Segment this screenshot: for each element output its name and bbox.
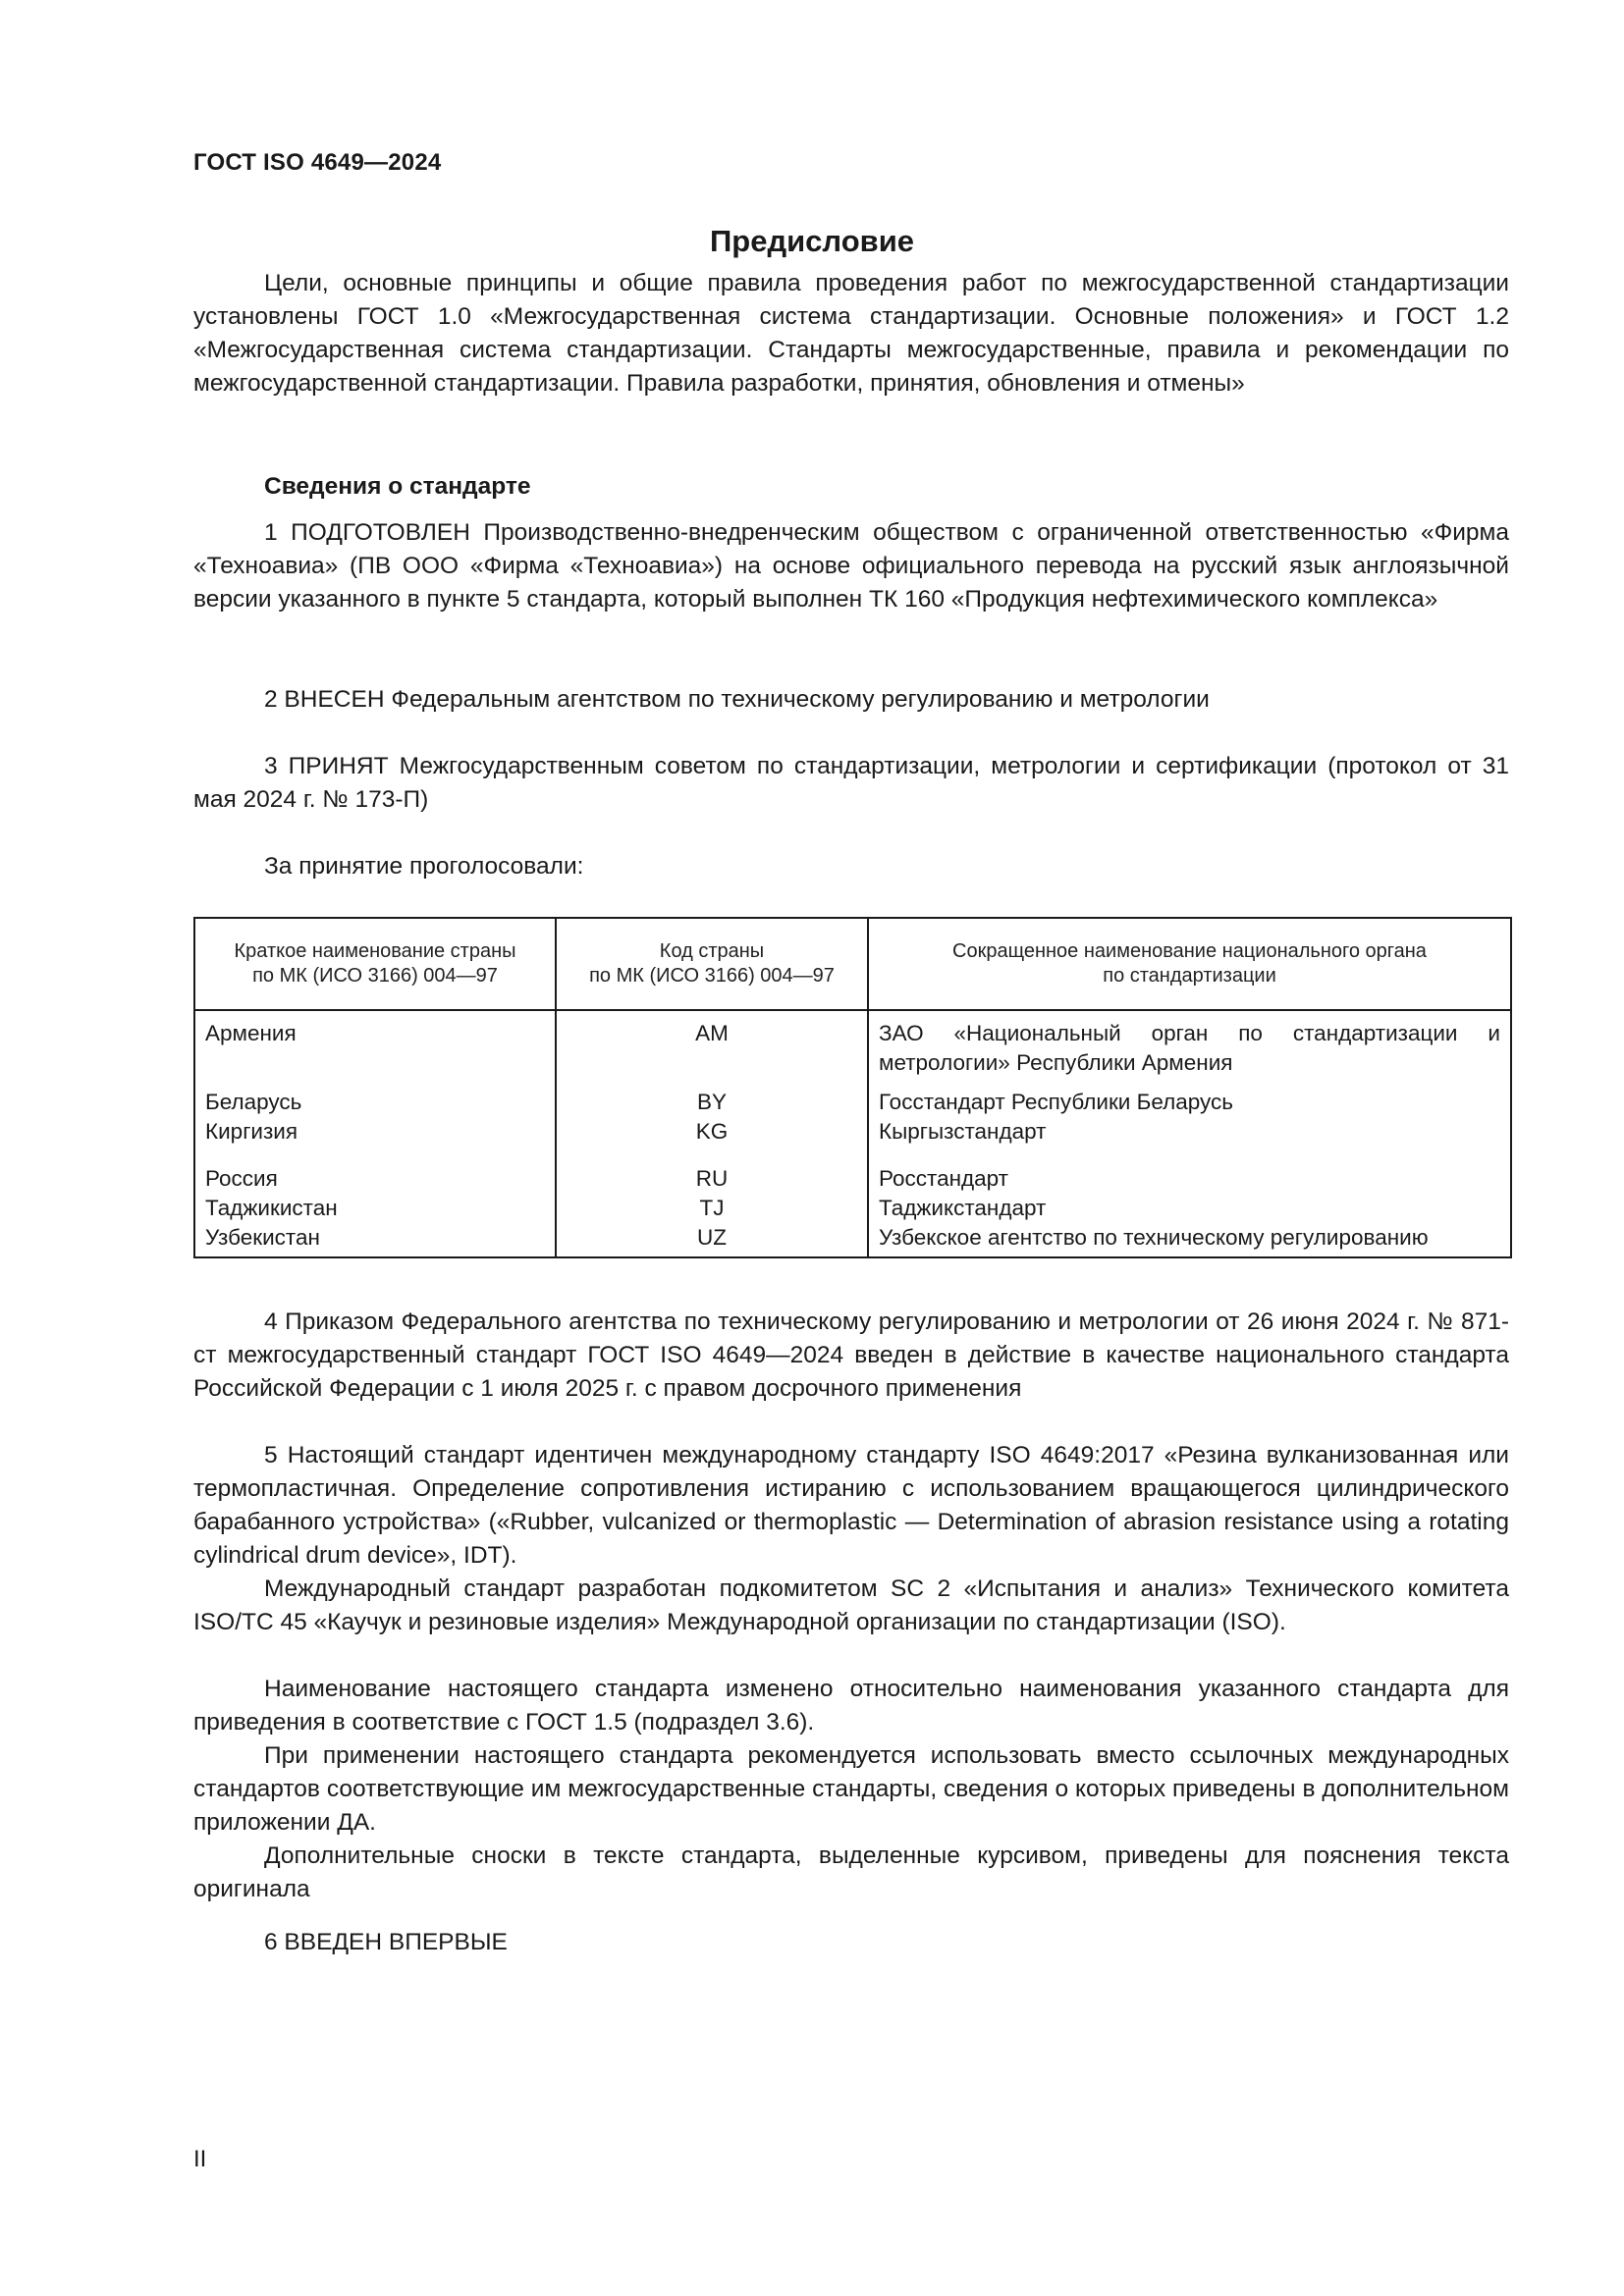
org-cell: Кыргызстандарт [868,1117,1511,1164]
table-row [194,1194,1511,1223]
table-row [194,1223,1511,1257]
code-cell: TJ [556,1194,868,1223]
org-cell: Таджикстандарт [868,1194,1511,1223]
org-cell: Госстандарт Республики Беларусь [868,1088,1511,1117]
code-cell: AM [556,1010,868,1088]
code-cell: KG [556,1117,868,1164]
country-cell: Узбекистан [194,1223,556,1257]
header-code [556,918,868,1010]
item-1-prepared: 1 ПОДГОТОВЛЕН Производственно-внедренческим обществом с ограниченной ответственностью «Фирма «Техноавиа» (ПВ ООО «Фирма «Техноавиа») на основе официального перевода на русский язык англоязычной версии указанного в пункте 5 стандарта, который выполнен ТК 160 «Продукция нефтехимического комплекса» [193,519,1509,613]
country-cell: Армения [194,1010,556,1088]
header-country-line2: по МК (ИСО 3166) 004—97 [252,965,498,987]
table-row [194,1164,1511,1194]
country-cell: Россия [194,1164,556,1194]
item-2-introduced: 2 ВНЕСЕН Федеральным агентством по техническому регулированию и метрологии [264,686,1210,713]
code-cell: UZ [556,1223,868,1257]
document-code: ГОСТ ISO 4649—2024 [193,149,442,176]
intro-paragraph: Цели, основные принципы и общие правила проведения работ по межгосударственной стандартизации установлены ГОСТ 1.0 «Межгосударственная система стандартизации. Основные положения» и ГОСТ 1.2 «Межгосударственная система стандартизации. Стандарты межгосударственные, правила и рекомендации по межгосударственной стандартизации. Правила разработки, принятия, обновления и отмены» [193,270,1509,397]
header-code-line2: по МК (ИСО 3166) 004—97 [589,965,835,987]
page-number: II [193,2146,207,2172]
header-country-line1: Краткое наименование страны [234,940,516,962]
org-cell: ЗАО «Национальный орган по стандартизации и метрологии» Республики Армения [868,1010,1511,1088]
item-6-first-introduced: 6 ВВЕДЕН ВПЕРВЫЕ [264,1929,508,1955]
header-org-line1: Сокращенное наименование национального органа [952,940,1427,962]
country-cell: Таджикистан [194,1194,556,1223]
header-country [194,918,556,1010]
code-cell: RU [556,1164,868,1194]
header-org-line2: по стандартизации [1103,965,1276,987]
org-cell: Росстандарт [868,1164,1511,1194]
country-cell: Киргизия [194,1117,556,1164]
item-5-developed-by: Международный стандарт разработан подкомитетом SC 2 «Испытания и анализ» Технического комитета ISO/TC 45 «Каучук и резиновые изделия» Международной организации по стандартизации (ISO). [193,1575,1509,1635]
item-5-footnotes: Дополнительные сноски в тексте стандарта, выделенные курсивом, приведены для пояснения текста оригинала [193,1842,1509,1902]
item-5-identical: 5 Настоящий стандарт идентичен международному стандарту ISO 4649:2017 «Резина вулканизованная или термопластичная. Определение сопротивления истиранию с использованием вращающегося цилиндрического барабанного устройства» («Rubber, vulcanized or thermoplastic — Determination of abrasion resistance using a rotating cylindrical drum device», IDT). [193,1442,1509,1569]
standard-info-heading: Сведения о стандарте [264,473,531,500]
item-5-references: При применении настоящего стандарта рекомендуется использовать вместо ссылочных международных стандартов соответствующие им межгосударственные стандарты, сведения о которых приведены в дополнительном приложении ДА. [193,1742,1509,1836]
item-4-order: 4 Приказом Федерального агентства по техническому регулированию и метрологии от 26 июня 2024 г. № 871-ст межгосударственный стандарт ГОСТ ISO 4649—2024 введен в действие в качестве национального стандарта Российской Федерации с 1 июля 2025 г. с правом досрочного применения [193,1308,1509,1402]
table-row [194,1088,1511,1117]
table-header-row [194,918,1511,1010]
voting-table [193,917,1512,1258]
item-5-name-changed: Наименование настоящего стандарта изменено относительно наименования указанного стандарта для приведения в соответствие с ГОСТ 1.5 (подраздел 3.6). [193,1676,1509,1735]
item-3-adopted: 3 ПРИНЯТ Межгосударственным советом по стандартизации, метрологии и сертификации (протокол от 31 мая 2024 г. № 173-П) [193,753,1509,813]
code-cell: BY [556,1088,868,1117]
table-row [194,1010,1511,1088]
country-cell: Беларусь [194,1088,556,1117]
page-title: Предисловие [709,224,914,258]
vote-intro: За принятие проголосовали: [264,853,584,880]
org-cell: Узбекское агентство по техническому регулированию [868,1223,1511,1257]
header-code-line1: Код страны [659,940,765,962]
table-row [194,1117,1511,1164]
header-org [868,918,1511,1010]
